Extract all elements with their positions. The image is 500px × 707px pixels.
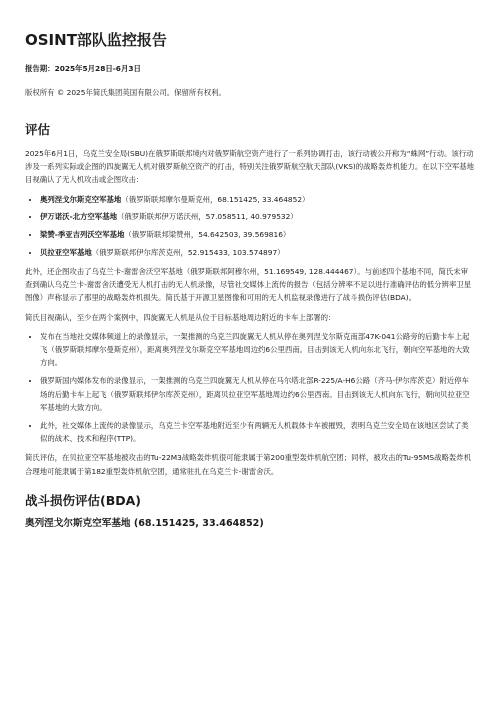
copyright-notice: 版权所有 © 2025年简氏集团英国有限公司。保留所有权利。 xyxy=(25,88,226,97)
airbase-name: 梁赞-季亚吉列沃空军基地 xyxy=(40,230,125,240)
airbase-list xyxy=(25,193,475,259)
airbase-item xyxy=(40,228,475,241)
airbase-name: 贝拉亚空军基地 xyxy=(40,247,92,257)
assessment-paragraph-3: 简氏目视确认，至少在两个案例中，四旋翼无人机是从位于目标基地周边附近的卡车上部署的： xyxy=(25,312,336,322)
bda-section xyxy=(25,492,475,530)
assessment-intro: 2025年6月1日，乌克兰安全局(SBU)在俄罗斯联邦境内对俄罗斯航空资产进行了一系列协调打击，该行动被公开称为“蛛网”行动。该行动涉及一系列实际或企图的四旋翼无人机对俄罗斯航空资产的打击，特别关注俄罗斯航空航天部队(VKS)的战略轰炸机能力。在以下空军基地目视确认了无人机攻击或企图攻击： xyxy=(25,149,475,185)
assessment-paragraph-2: 此外，还企图攻击了乌克兰卡-谢雷舍沃空军基地（俄罗斯联邦阿穆尔州，51.169549, 128.444467）。与前述四个基地不同，简氏未审查到确认乌克兰卡-谢雷舍沃遭受无人机打击的无人机录像，尽管社交媒体上流传的报告（包括分辨率不足以进行准确评估的低分辨率卫星图像）声称显示了那里的战略轰炸机损失。简氏基于开源卫星图像和可用的无人机监视录像进行了战斗损伤评估(BDA)。 xyxy=(25,266,472,303)
launch-case-list xyxy=(25,330,475,446)
airbase-item xyxy=(40,246,475,259)
airbase-name: 伊万诺沃-北方空军基地 xyxy=(40,212,117,222)
launch-case-item: • 俄罗斯国内媒体发布的录像显示，一架推测的乌克兰四旋翼无人机从停在马尔塔北部R-225/A-H6公路（齐马-伊尔库茨克）附近停车场的后勤卡车上起飞（俄罗斯联邦伊尔库茨克州），距离贝拉亚空军基地周边约6公里西南。目击到该无人机向东飞行，朝向贝拉亚空军基地的大致方向。 xyxy=(40,374,475,414)
report-title: OSINT部队监控报告 xyxy=(25,31,167,49)
airbase-detail: （俄罗斯联邦梁赞州，54.642503, 39.569816） xyxy=(124,230,291,240)
assessment-section xyxy=(25,121,475,478)
airbase-name: 奥列涅戈尔斯克空军基地 xyxy=(40,194,122,204)
bda-subheading: 奥列涅戈尔斯克空军基地 (68.151425, 33.464852) xyxy=(25,517,264,529)
bda-heading: 战斗损伤评估(BDA) xyxy=(25,492,142,508)
assessment-paragraph-4: 简氏评估，在贝拉亚空军基地被攻击的Tu-22M3战略轰炸机很可能隶属于第200重型轰炸机航空团；同样，被攻击的Tu-95MS战略轰炸机合理地可能隶属于第182重型轰炸机航空团，通常驻扎在乌克兰卡-谢雷舍沃。 xyxy=(25,453,472,476)
launch-case-item: • 发布在当地社交媒体频道上的录像显示，一架推测的乌克兰四旋翼无人机从停在奥列涅戈尔斯克南部47K-041公路旁的后勤卡车上起飞（俄罗斯联邦摩尔曼斯克州），距离奥列涅戈尔斯克空军基地周边约6公里西南。目击到该无人机向东北飞行，朝向空军基地的大致方向。 xyxy=(40,330,475,370)
airbase-item xyxy=(40,193,475,206)
launch-case-item: • 此外，社交媒体上流传的录像显示，乌克兰卡空军基地附近至少有两辆无人机载体卡车被摧毁，表明乌克兰安全局在该地区尝试了类似的战术、技术和程序(TTP)。 xyxy=(40,419,475,445)
airbase-detail: （俄罗斯联邦伊尔库茨克州，52.915433, 103.574897） xyxy=(91,247,285,257)
airbase-detail: （俄罗斯联邦伊万诺沃州，57.058511, 40.979532） xyxy=(116,212,298,222)
airbase-item xyxy=(40,210,475,223)
airbase-detail: （俄罗斯联邦摩尔曼斯克州，68.151425, 33.464852） xyxy=(121,194,310,204)
assessment-heading: 评估 xyxy=(25,122,51,137)
report-period: 报告期：2025年5月28日-6月3日 xyxy=(25,64,141,73)
